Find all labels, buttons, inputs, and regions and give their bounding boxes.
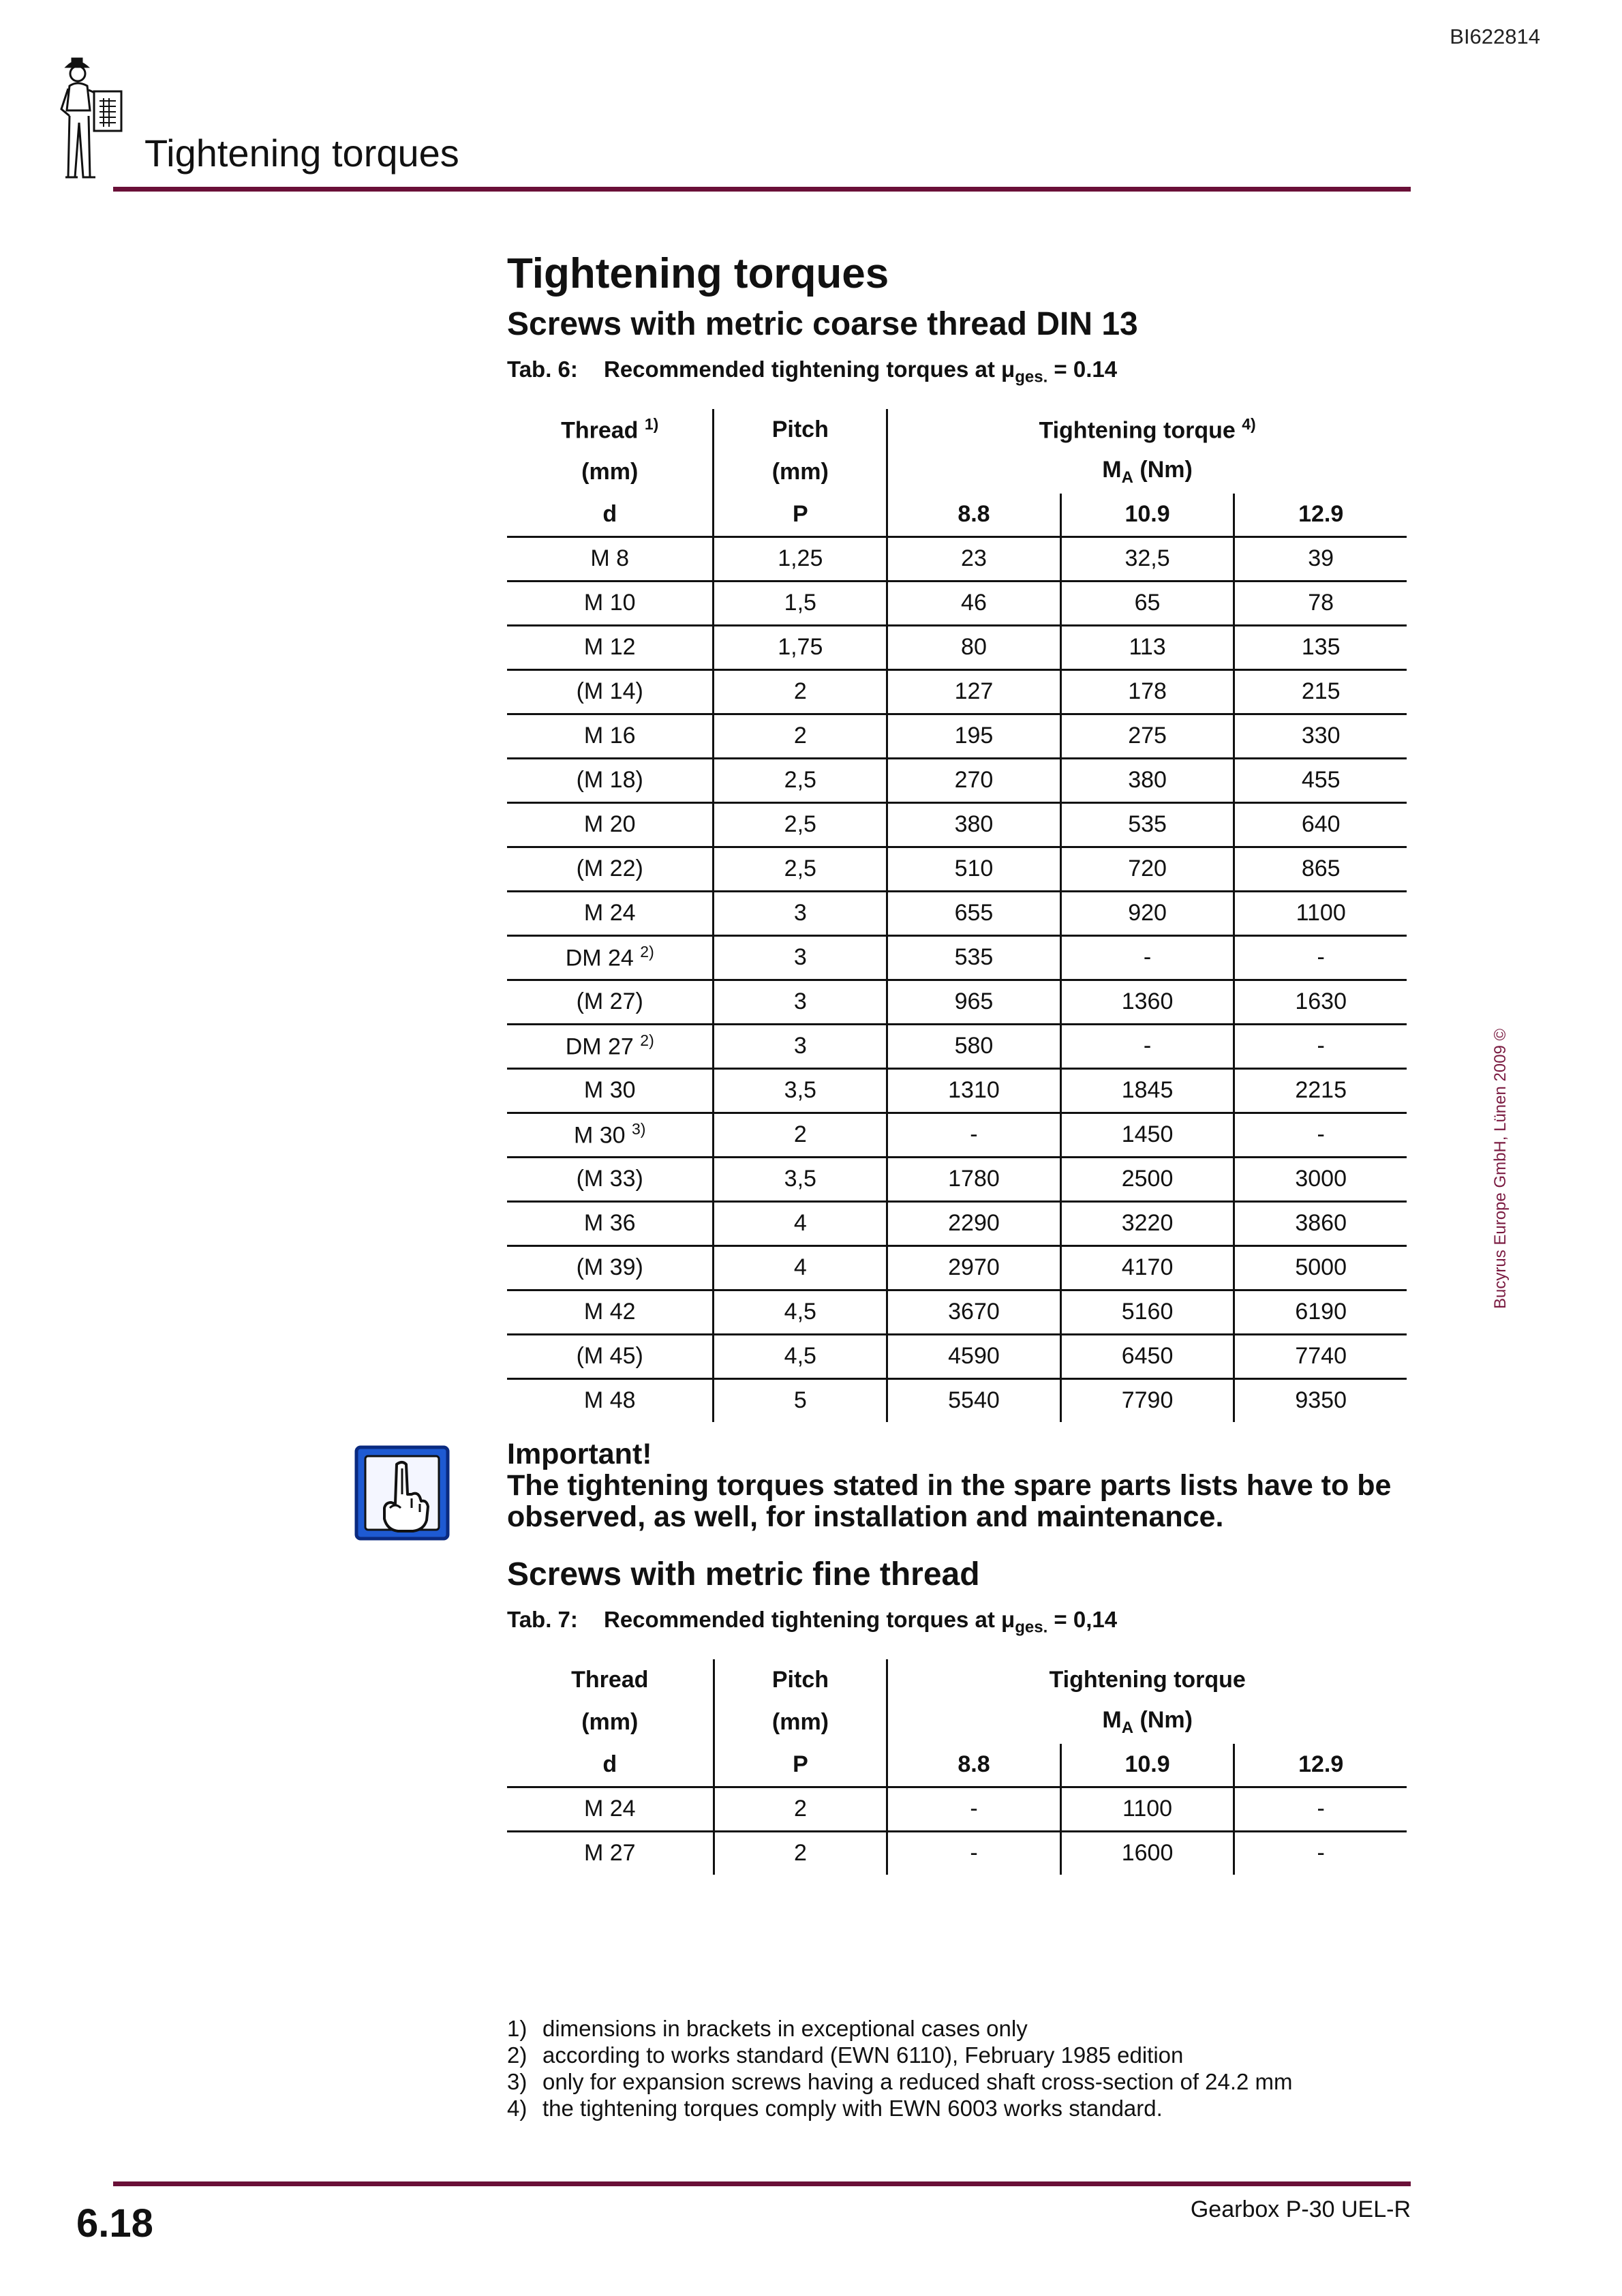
cell-thread: M 16 <box>507 714 714 758</box>
header-torque: Tightening torque $^{4)}$ <box>1039 415 1256 444</box>
important-body: The tightening torques stated in the spare parts lists have to be observed, as well, for installation and maintenance. <box>507 1469 1392 1533</box>
cell-grade-10-9: 4170 <box>1060 1245 1234 1290</box>
coarse-thread-table <box>507 409 1407 1422</box>
cell-pitch: 2,5 <box>714 802 887 847</box>
cell-grade-8-8: 655 <box>887 891 1061 935</box>
cell-grade-8-8: - <box>887 1831 1060 1875</box>
table-row <box>507 1201 1407 1245</box>
cell-grade-10-9: 7790 <box>1060 1378 1234 1422</box>
cell-pitch: 5 <box>714 1378 887 1422</box>
page-title: Tightening torques <box>507 250 889 297</box>
cell-thread: M 24 <box>507 891 714 935</box>
table-row <box>507 1334 1407 1378</box>
table-row <box>507 891 1407 935</box>
cell-grade-10-9: 3220 <box>1060 1201 1234 1245</box>
cell-grade-8-8: 1780 <box>887 1157 1061 1201</box>
header-units-row <box>507 451 1407 494</box>
cell-grade-8-8: 23 <box>887 537 1061 581</box>
cell-thread: (M 45) <box>507 1334 714 1378</box>
footer-document-title: Gearbox P-30 UEL-R <box>1190 2196 1411 2222</box>
header-row <box>507 409 1407 451</box>
footnote: 3) only for expansion screws having a reduced shaft cross-section of 24.2 mm <box>507 2069 1293 2094</box>
cell-grade-12-9: - <box>1234 1787 1407 1831</box>
header-thread-symbol: d <box>507 1744 714 1787</box>
cell-grade-8-8: 4590 <box>887 1334 1061 1378</box>
header-pitch: Pitch <box>714 409 887 451</box>
table-row <box>507 714 1407 758</box>
header-pitch-unit: (mm) <box>714 1702 887 1744</box>
cell-grade-12-9: 1100 <box>1234 891 1407 935</box>
caption-value: = 0.14 <box>1047 357 1118 382</box>
cell-grade-10-9: 65 <box>1060 581 1234 625</box>
cell-thread: M 30 <box>507 1068 714 1113</box>
caption-text: Recommended tightening torques at μ <box>604 357 1015 382</box>
footnote: 4) the tightening torques comply with EWN 6003 works standard. <box>507 2096 1163 2121</box>
header-pitch-unit: (mm) <box>714 451 887 494</box>
table-row <box>507 935 1407 980</box>
cell-thread: (M 14) <box>507 669 714 714</box>
coarse-thread-rows <box>507 537 1407 1422</box>
table-row <box>507 669 1407 714</box>
table-row <box>507 537 1407 581</box>
table-row <box>507 980 1407 1024</box>
cell-grade-12-9: 1630 <box>1234 980 1407 1024</box>
cell-grade-8-8: 510 <box>887 847 1061 891</box>
caption-text: Recommended tightening torques at μ <box>604 1607 1015 1632</box>
cell-thread: M 8 <box>507 537 714 581</box>
important-text-block <box>507 1438 1420 1532</box>
table-row <box>507 1157 1407 1201</box>
fine-thread-table <box>507 1659 1407 1875</box>
cell-grade-10-9: 920 <box>1060 891 1234 935</box>
header-thread-unit: (mm) <box>507 1702 714 1744</box>
table-row <box>507 847 1407 891</box>
cell-pitch: 4,5 <box>714 1290 887 1334</box>
cell-pitch: 3,5 <box>714 1068 887 1113</box>
cell-grade-10-9: 1845 <box>1060 1068 1234 1113</box>
cell-thread: M 30 $^{3)}$ <box>507 1113 714 1157</box>
footnotes <box>507 2015 1293 2121</box>
cell-grade-8-8: 2290 <box>887 1201 1061 1245</box>
cell-thread: M 12 <box>507 625 714 669</box>
cell-grade-12-9: 330 <box>1234 714 1407 758</box>
cell-thread: M 48 <box>507 1378 714 1422</box>
cell-grade-12-9: 215 <box>1234 669 1407 714</box>
cell-pitch: 3 <box>714 980 887 1024</box>
table-row <box>507 1068 1407 1113</box>
important-heading: Important! <box>507 1438 652 1470</box>
table-row <box>507 1024 1407 1068</box>
cell-grade-10-9: 5160 <box>1060 1290 1234 1334</box>
cell-grade-8-8: 46 <box>887 581 1061 625</box>
caption-subscript: ges. <box>1015 1618 1048 1637</box>
cell-grade-8-8: 5540 <box>887 1378 1061 1422</box>
fine-thread-section <box>507 1553 1411 1875</box>
cell-grade-8-8: 195 <box>887 714 1061 758</box>
cell-thread: M 20 <box>507 802 714 847</box>
caption-subscript: ges. <box>1015 367 1048 387</box>
caption-number: Tab. 7: <box>507 1607 578 1632</box>
header-row <box>507 1659 1407 1702</box>
header-grade-12-9: 12.9 <box>1234 1744 1407 1787</box>
cell-thread: M 42 <box>507 1290 714 1334</box>
cell-grade-8-8: 535 <box>887 935 1061 980</box>
cell-grade-10-9: 178 <box>1060 669 1234 714</box>
cell-thread: M 27 <box>507 1831 714 1875</box>
cell-grade-12-9: 3000 <box>1234 1157 1407 1201</box>
cell-thread: M 36 <box>507 1201 714 1245</box>
cell-grade-12-9: 2215 <box>1234 1068 1407 1113</box>
cell-grade-8-8: 380 <box>887 802 1061 847</box>
cell-pitch: 2 <box>714 1113 887 1157</box>
table-row <box>507 802 1407 847</box>
main-content <box>507 245 1411 1422</box>
cell-grade-8-8: 2970 <box>887 1245 1061 1290</box>
cell-pitch: 2 <box>714 1831 887 1875</box>
mechanic-with-clipboard-icon <box>52 53 132 181</box>
cell-grade-12-9: 9350 <box>1295 1387 1347 1414</box>
table-caption-7 <box>507 1605 1411 1643</box>
cell-grade-8-8: - <box>887 1113 1061 1157</box>
cell-grade-10-9: 1450 <box>1060 1113 1234 1157</box>
cell-grade-8-8: 127 <box>887 669 1061 714</box>
cell-pitch: 3 <box>714 1024 887 1068</box>
header-thread: Thread $^{1)}$ <box>507 409 714 451</box>
header-units-row <box>507 1702 1407 1744</box>
cell-thread: (M 22) <box>507 847 714 891</box>
cell-thread: M 10 <box>507 581 714 625</box>
cell-pitch: 1,75 <box>714 625 887 669</box>
cell-grade-10-9: 32,5 <box>1060 537 1234 581</box>
footer-rule <box>113 2181 1411 2186</box>
cell-grade-10-9: 1600 <box>1060 1831 1234 1875</box>
cell-pitch: 4 <box>714 1201 887 1245</box>
header-grade-8-8: 8.8 <box>887 1744 1060 1787</box>
header-grade-10-9: 10.9 <box>1060 1744 1234 1787</box>
cell-grade-10-9: 275 <box>1060 714 1234 758</box>
cell-grade-12-9: - <box>1234 1113 1407 1157</box>
footnote: 1) dimensions in brackets in exceptional cases only <box>507 2016 1028 2041</box>
cell-pitch: 2,5 <box>714 847 887 891</box>
cell-grade-12-9: 3860 <box>1234 1201 1407 1245</box>
header-thread-unit: (mm) <box>507 451 714 494</box>
cell-pitch: 3 <box>714 935 887 980</box>
header-torque-unit: $M_A$ (Nm) <box>1102 457 1193 487</box>
cell-grade-8-8: 965 <box>887 980 1061 1024</box>
cell-grade-12-9: 865 <box>1234 847 1407 891</box>
section-title-coarse-thread: Screws with metric coarse thread DIN 13 <box>507 306 1138 342</box>
pointing-hand-icon <box>354 1445 450 1541</box>
cell-grade-8-8: 3670 <box>887 1290 1061 1334</box>
fine-thread-rows <box>507 1787 1407 1875</box>
table-row <box>507 1787 1407 1831</box>
cell-pitch: 1,25 <box>714 537 887 581</box>
cell-pitch: 2,5 <box>714 758 887 802</box>
cell-pitch: 2 <box>714 1787 887 1831</box>
table-row <box>507 758 1407 802</box>
table-row <box>507 1831 1407 1875</box>
table-row <box>507 1113 1407 1157</box>
header-symbols-row <box>507 1744 1407 1787</box>
cell-grade-12-9: 640 <box>1234 802 1407 847</box>
cell-pitch: 2 <box>714 714 887 758</box>
cell-thread: (M 33) <box>507 1157 714 1201</box>
cell-grade-12-9: 7740 <box>1234 1334 1407 1378</box>
table-caption-6 <box>507 354 1411 393</box>
header-grade-10-9: 10.9 <box>1060 494 1234 537</box>
cell-grade-10-9: - <box>1060 1024 1234 1068</box>
caption-number: Tab. 6: <box>507 357 578 382</box>
cell-grade-10-9: 535 <box>1060 802 1234 847</box>
cell-grade-8-8: 270 <box>887 758 1061 802</box>
header-torque: Tightening torque <box>1049 1667 1246 1693</box>
table-row <box>507 625 1407 669</box>
cell-grade-10-9: 1100 <box>1060 1787 1234 1831</box>
header-pitch: Pitch <box>714 1659 887 1702</box>
cell-pitch: 4 <box>714 1245 887 1290</box>
header-thread: Thread <box>507 1659 714 1702</box>
cell-grade-10-9: 380 <box>1060 758 1234 802</box>
table-row <box>507 581 1407 625</box>
header-grade-8-8: 8.8 <box>887 494 1061 537</box>
cell-grade-10-9: 2500 <box>1060 1157 1234 1201</box>
cell-grade-12-9: 39 <box>1234 537 1407 581</box>
cell-grade-12-9: - <box>1234 935 1407 980</box>
cell-thread: M 24 <box>507 1787 714 1831</box>
cell-thread: DM 24 $^{2)}$ <box>507 935 714 980</box>
header-pitch-symbol: P <box>714 1744 887 1787</box>
cell-grade-12-9: 6190 <box>1234 1290 1407 1334</box>
cell-grade-12-9: 5000 <box>1234 1245 1407 1290</box>
section-title-fine-thread: Screws with metric fine thread <box>507 1556 980 1592</box>
cell-grade-8-8: - <box>887 1787 1060 1831</box>
caption-value: = 0,14 <box>1047 1607 1118 1632</box>
cell-thread: DM 27 $^{2)}$ <box>507 1024 714 1068</box>
cell-pitch: 3 <box>714 891 887 935</box>
header-pitch-symbol: P <box>714 494 887 537</box>
cell-grade-8-8: 580 <box>887 1024 1061 1068</box>
cell-grade-10-9: 720 <box>1060 847 1234 891</box>
header-symbols-row <box>507 494 1407 537</box>
cell-grade-10-9: 1360 <box>1060 980 1234 1024</box>
cell-grade-12-9: 78 <box>1234 581 1407 625</box>
cell-grade-8-8: 80 <box>887 625 1061 669</box>
footnote: 2) according to works standard (EWN 6110), February 1985 edition <box>507 2042 1184 2068</box>
document-id: BI622814 <box>1450 25 1540 48</box>
header-torque-unit: $M_A$ (Nm) <box>1102 1707 1193 1737</box>
cell-pitch: 1,5 <box>714 581 887 625</box>
header-grade-12-9: 12.9 <box>1234 494 1407 537</box>
cell-grade-10-9: - <box>1060 935 1234 980</box>
header-rule <box>113 187 1411 192</box>
cell-grade-12-9: - <box>1317 1840 1325 1867</box>
copyright-notice: Bucyrus Europe GmbH, Lünen 2009 © <box>1491 1028 1510 1309</box>
cell-thread: (M 27) <box>507 980 714 1024</box>
cell-grade-10-9: 113 <box>1060 625 1234 669</box>
cell-grade-12-9: 135 <box>1234 625 1407 669</box>
cell-pitch: 3,5 <box>714 1157 887 1201</box>
cell-pitch: 4,5 <box>714 1334 887 1378</box>
cell-pitch: 2 <box>714 669 887 714</box>
cell-thread: (M 18) <box>507 758 714 802</box>
header-thread-symbol: d <box>507 494 714 537</box>
cell-grade-10-9: 6450 <box>1060 1334 1234 1378</box>
cell-grade-12-9: - <box>1234 1024 1407 1068</box>
table-row <box>507 1378 1407 1422</box>
cell-grade-8-8: 1310 <box>887 1068 1061 1113</box>
cell-grade-12-9: 455 <box>1234 758 1407 802</box>
table-row <box>507 1245 1407 1290</box>
table-row <box>507 1290 1407 1334</box>
cell-thread: (M 39) <box>507 1245 714 1290</box>
page-number: 6.18 <box>76 2201 153 2246</box>
header-title: Tightening torques <box>144 132 459 175</box>
